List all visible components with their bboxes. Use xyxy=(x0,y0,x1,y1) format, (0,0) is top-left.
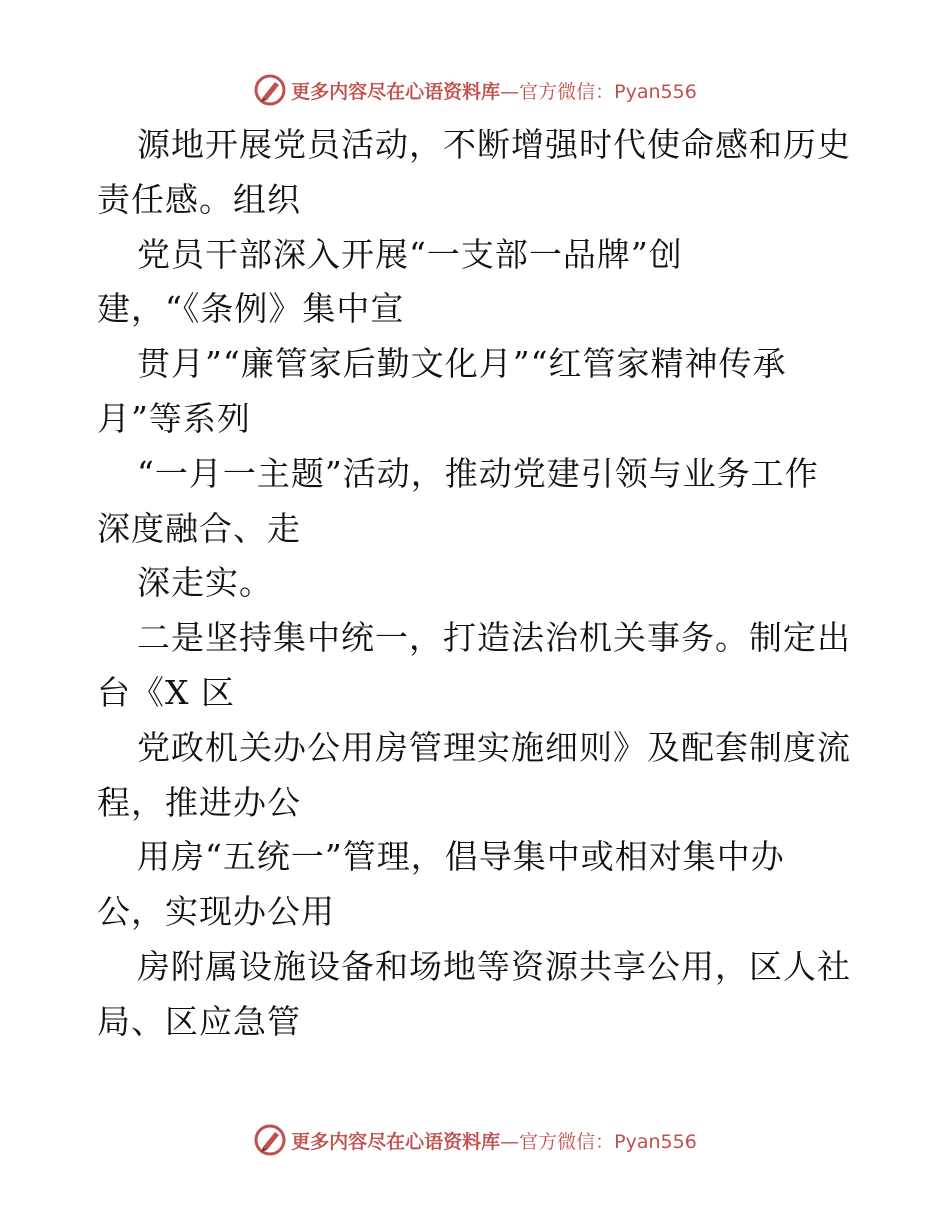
text-line: 深度融合、走 xyxy=(97,508,301,548)
text-line: 源地开展党员活动，不断增强时代使命感和历史 xyxy=(137,125,851,164)
text-line: 党员干部深入开展“一支部一品牌”创 xyxy=(137,234,683,274)
text-line: 局、区应急管 xyxy=(97,1001,301,1041)
watermark-text xyxy=(291,1127,697,1154)
pen-circle-logo-icon xyxy=(253,1123,287,1157)
header-watermark xyxy=(0,70,950,110)
document-body xyxy=(97,118,857,1050)
text-line: 建，“《条例》集中宣 xyxy=(97,289,405,329)
pen-circle-logo-icon xyxy=(253,73,287,107)
text-line: 月”等系列 xyxy=(97,398,251,438)
watermark-wechat-text: 官方微信：Pyan556 xyxy=(519,1130,697,1153)
text-line: 用房“五统一”管理，倡导集中或相对集中办 xyxy=(137,837,785,877)
text-line: 党政机关办公用房管理实施细则》及配套制度流 xyxy=(137,727,851,767)
text-line: 二是坚持集中统一，打造法治机关事务。制定出 xyxy=(137,618,851,658)
text-line: 房附属设施设备和场地等资源共享公用，区人社 xyxy=(137,946,851,986)
text-line: 深走实。 xyxy=(137,563,273,603)
watermark-separator: — xyxy=(500,80,520,103)
watermark-wechat-text: 官方微信：Pyan556 xyxy=(519,80,697,103)
watermark-text xyxy=(291,77,697,104)
footer-watermark xyxy=(0,1120,950,1160)
text-line: 责任感。组织 xyxy=(97,179,301,219)
watermark-main-text: 更多内容尽在心语资料库 xyxy=(291,80,501,103)
watermark-separator: — xyxy=(500,1130,520,1153)
text-line: 公，实现办公用 xyxy=(97,892,335,932)
text-line: 台《X 区 xyxy=(97,672,235,712)
text-line: 程，推进办公 xyxy=(97,782,301,822)
text-line: “一月一主题”活动，推动党建引领与业务工作 xyxy=(137,453,819,493)
watermark-main-text: 更多内容尽在心语资料库 xyxy=(291,1130,501,1153)
text-line: 贯月”“廉管家后勤文化月”“红管家精神传承 xyxy=(137,344,787,384)
